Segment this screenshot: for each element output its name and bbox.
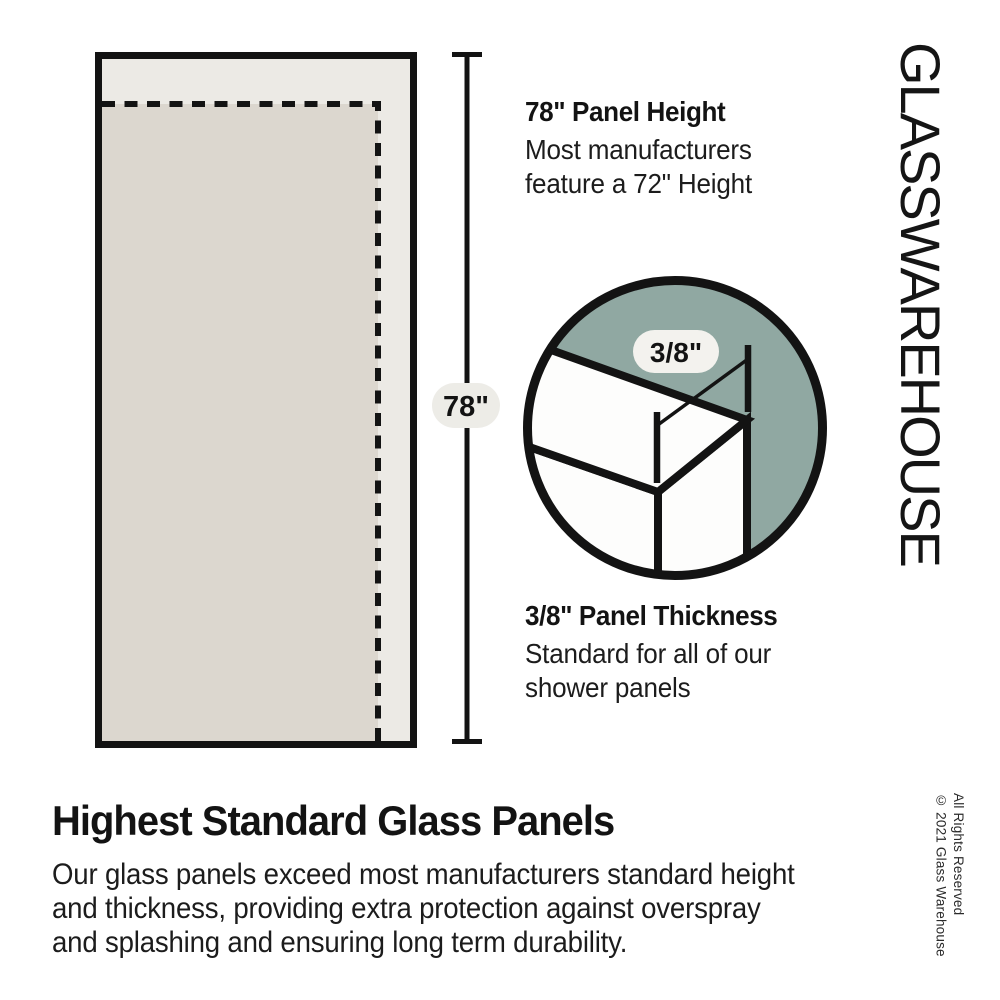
footer-copy	[52, 798, 952, 960]
glass-panel-72in-overlay	[102, 104, 378, 741]
brand-wordmark: GLASSWAREHOUSE	[889, 42, 952, 566]
copyright-line-2: All Rights Reserved	[951, 793, 967, 916]
copyright-line-1: © 2021 Glass Warehouse	[933, 793, 949, 957]
panel-thickness-diagram	[519, 272, 831, 584]
page-title: Highest Standard Glass Panels	[52, 797, 615, 844]
footer-paragraph-line-1: Our glass panels exceed most manufacturers standard height	[52, 858, 795, 891]
spec-height-description	[525, 133, 752, 200]
thickness-dimension-label: 3/8"	[649, 337, 703, 368]
spec-thickness-line-2: shower panels	[525, 671, 691, 703]
panel-height-diagram	[80, 40, 510, 760]
spec-panel-thickness	[525, 601, 777, 704]
height-dimension-label: 78"	[442, 391, 490, 423]
spec-height-title: 78" Panel Height	[525, 96, 726, 127]
copyright-notice	[932, 793, 967, 957]
spec-height-line-1: Most manufacturers	[525, 134, 752, 165]
footer-paragraph	[52, 858, 880, 960]
spec-thickness-title: 3/8" Panel Thickness	[525, 600, 778, 631]
spec-panel-height	[525, 97, 752, 200]
spec-height-line-2: feature a 72" Height	[525, 167, 753, 199]
footer-paragraph-line-3: and splashing and ensuring long term durability.	[52, 926, 628, 959]
spec-thickness-line-1: Standard for all of our	[525, 638, 772, 669]
spec-thickness-description	[525, 637, 777, 704]
footer-paragraph-line-2: and thickness, providing extra protection against overspray	[52, 892, 761, 925]
